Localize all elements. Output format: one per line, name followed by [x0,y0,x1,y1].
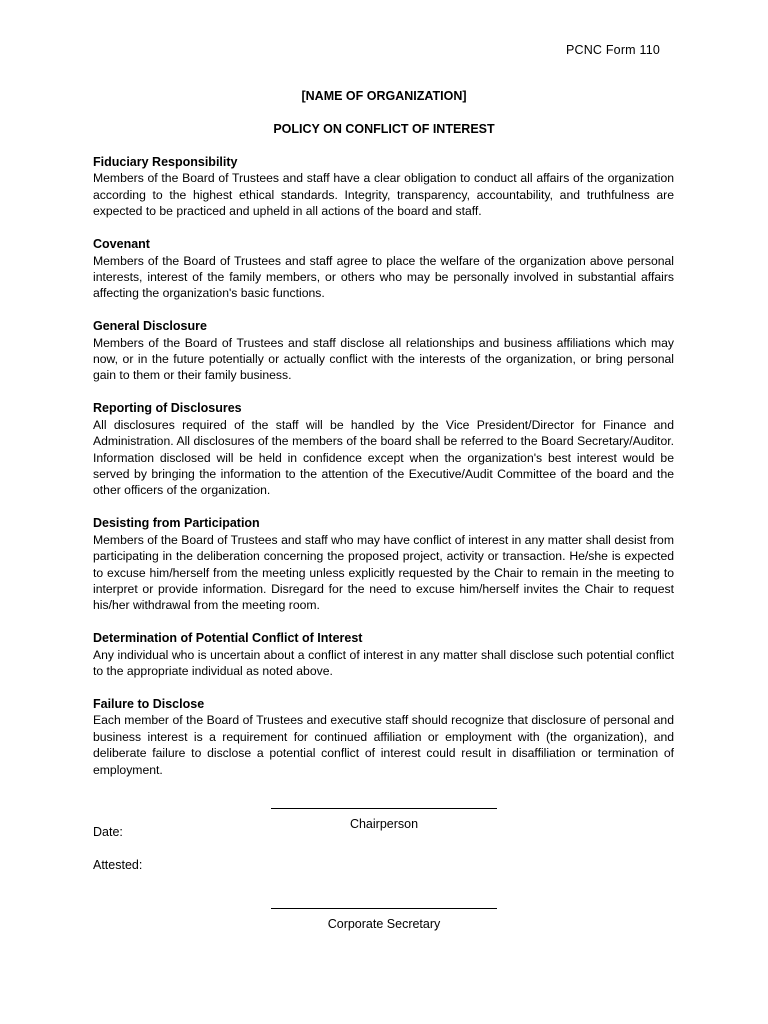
section-heading: General Disclosure [93,319,207,334]
section-text: Any individual who is uncertain about a conflict of interest in any matter shall disclose such potential conflict to the appropriate individual as noted above. [93,647,674,679]
policy-body [93,154,674,795]
organization-name: [NAME OF ORGANIZATION] [301,89,467,103]
section-text: Members of the Board of Trustees and staff disclose all relationships and business affiliations which may now, or in the future potentially or actually conflict with the interests of the organization, or bring personal gain to them or their family business. [93,335,674,383]
date-label: Date: [93,825,123,839]
document-title: POLICY ON CONFLICT OF INTEREST [273,122,495,136]
chairperson-signature-line [271,808,497,809]
section-heading: Failure to Disclose [93,696,205,711]
section-covenant [93,236,674,302]
section-desisting-from-participation [93,515,674,613]
secretary-label: Corporate Secretary [327,917,441,931]
section-heading: Desisting from Participation [93,516,260,531]
section-text: All disclosures required of the staff will be handled by the Vice President/Director for Finance and Administration. All disclosures of the members of the board shall be referred to the Board Secretary/Auditor. Information disclosed will be held in confidence except when the organization's best interest would be served by bringing the information to the attention of the Executive/Audit Committee of the board and the other officers of the organization. [93,417,674,498]
section-reporting-of-disclosures [93,400,674,498]
form-number: PCNC Form 110 [565,43,660,57]
section-heading: Determination of Potential Conflict of Interest [93,631,363,646]
section-text: Each member of the Board of Trustees and executive staff should recognize that disclosure of personal and business interest is a requirement for continued affiliation or employment with (the organization), and deliberate failure to disclose a potential conflict of interest could result in disaffiliation or termination of employment. [93,713,674,777]
section-heading: Covenant [93,237,150,252]
section-fiduciary-responsibility [93,154,674,220]
secretary-signature-block [0,896,768,931]
section-text: Members of the Board of Trustees and staff have a clear obligation to conduct all affairs of the organization according to the highest ethical standards. Integrity, transparency, accountability, and truthfulness are expected to be practiced and upheld in all actions of the board and staff. [93,171,674,219]
chairperson-label: Chairperson [349,817,419,831]
section-general-disclosure [93,318,674,384]
section-heading: Reporting of Disclosures [93,401,242,416]
attested-label: Attested: [93,858,143,872]
section-text: Members of the Board of Trustees and staff agree to place the welfare of the organization above personal interests, interest of the family members, or others who may be personally involved in substantial affairs affecting the organization's basic functions. [93,253,674,301]
secretary-signature-line [271,908,497,909]
section-heading: Fiduciary Responsibility [93,155,238,169]
section-failure-to-disclose [93,696,674,778]
section-determination-of-conflict [93,630,674,679]
section-text: Members of the Board of Trustees and staff who may have conflict of interest in any matter shall desist from participating in the deliberation concerning the proposed project, activity or transaction. He/she is expected to excuse him/herself from the meeting unless explicitly requested by the Chair to remain in the meeting to interpret or provide information. Disregard for the need to excuse him/herself invites the Chair to request his/her withdrawal from the meeting room. [93,532,674,613]
